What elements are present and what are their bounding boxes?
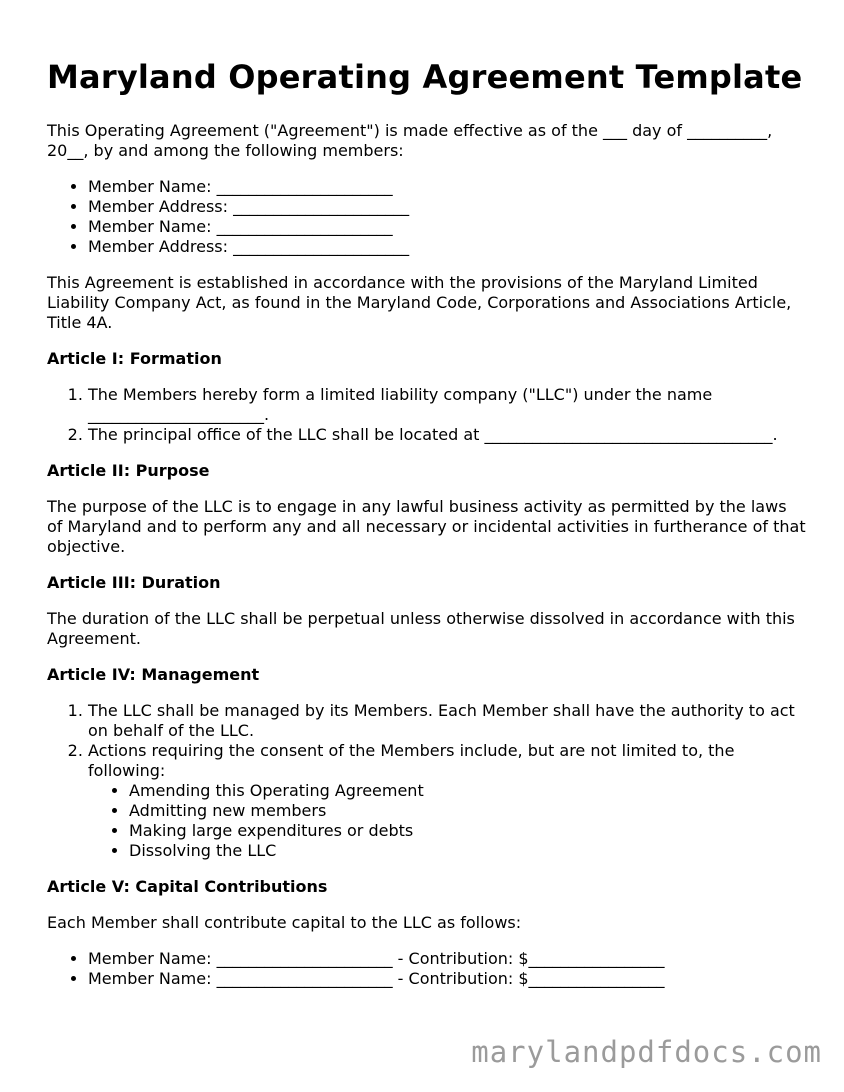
formation-office-item: 2. The principal office of the LLC shall be located at ____________________________________. xyxy=(88,425,807,445)
duration-paragraph: The duration of the LLC shall be perpetual unless otherwise dissolved in accordance with this Agreement. xyxy=(47,609,795,648)
member-address-line: • Member Address: ______________________ xyxy=(88,197,807,217)
contribution-line: • Member Name: ______________________ - Contribution: $_________________ xyxy=(88,949,807,969)
contributions-list xyxy=(47,949,807,989)
consent-item xyxy=(88,741,807,861)
management-item: 1. The LLC shall be managed by its Members. Each Member shall have the authority to act on behalf of the LLC. xyxy=(88,701,807,741)
article-4-heading: Article IV: Management xyxy=(47,665,260,684)
document-title: Maryland Operating Agreement Template xyxy=(47,58,803,96)
article-1-list xyxy=(47,385,807,445)
capital-paragraph: Each Member shall contribute capital to the LLC as follows: xyxy=(47,913,522,932)
article-2-heading: Article II: Purpose xyxy=(47,461,210,480)
consent-sublist xyxy=(88,781,807,861)
article-5-heading: Article V: Capital Contributions xyxy=(47,877,328,896)
consent-subitem: • Making large expenditures or debts xyxy=(129,821,807,841)
site-watermark: marylandpdfdocs.com xyxy=(471,1035,822,1069)
intro-paragraph: This Operating Agreement ("Agreement") is made effective as of the ___ day of __________, 20__, by and among the following members: xyxy=(47,121,773,160)
consent-subitem: • Dissolving the LLC xyxy=(129,841,807,861)
consent-subitem: • Amending this Operating Agreement xyxy=(129,781,807,801)
consent-item-text: Actions requiring the consent of the Members include, but are not limited to, the following: xyxy=(88,741,735,780)
contribution-line: • Member Name: ______________________ - Contribution: $_________________ xyxy=(88,969,807,989)
member-name-line: • Member Name: ______________________ xyxy=(88,177,807,197)
formation-name-item: 1. The Members hereby form a limited liability company ("LLC") under the name ______________________. xyxy=(88,385,807,425)
article-4-list xyxy=(47,701,807,861)
article-3-heading: Article III: Duration xyxy=(47,573,221,592)
purpose-paragraph: The purpose of the LLC is to engage in any lawful business activity as permitted by the laws of Maryland and to perform any and all necessary or incidental activities in furtherance of that objective. xyxy=(47,497,806,556)
article-1-heading: Article I: Formation xyxy=(47,349,222,368)
document-page xyxy=(47,58,807,1005)
member-address-line: • Member Address: ______________________ xyxy=(88,237,807,257)
consent-subitem: • Admitting new members xyxy=(129,801,807,821)
member-name-line: • Member Name: ______________________ xyxy=(88,217,807,237)
members-list xyxy=(47,177,807,257)
compliance-paragraph: This Agreement is established in accordance with the provisions of the Maryland Limited Liability Company Act, as found in the Maryland Code, Corporations and Associations Article, Title 4A. xyxy=(47,273,792,332)
